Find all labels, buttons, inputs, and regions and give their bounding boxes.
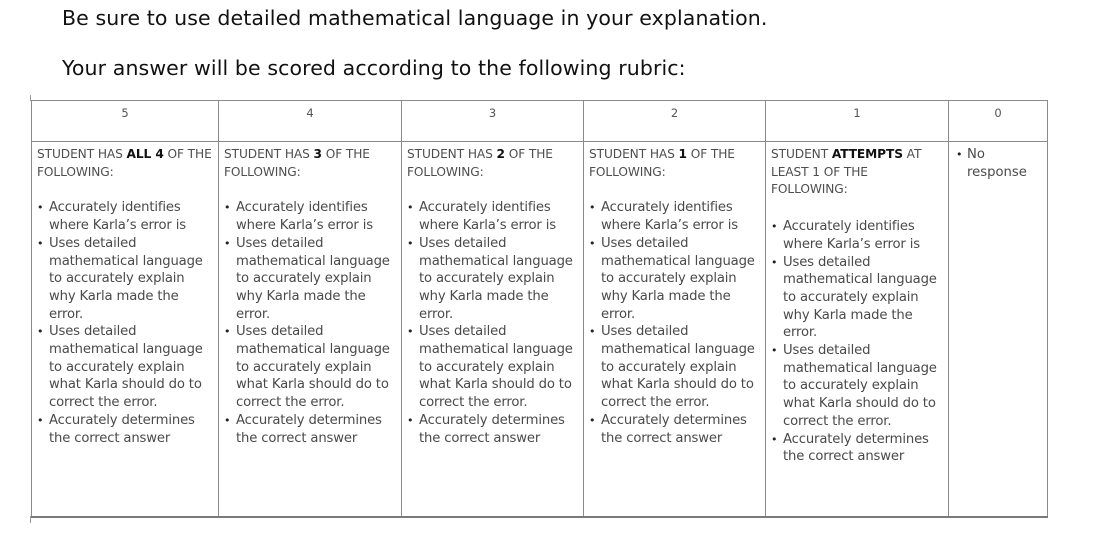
level-3-criteria [407,199,579,447]
criterion-item: • Uses detailed mathematical language to accurately explain why Karla made the error. [589,235,755,322]
bullet-icon: • [37,236,44,250]
level-1-intro: STUDENT ATTEMPTS AT LEAST 1 OF THE FOLLOWING: [771,147,922,197]
criterion-item: • Accurately identifies where Karla’s error is [771,219,920,252]
level-3-cell [402,142,584,517]
criterion-item: • Uses detailed mathematical language to accurately explain what Karla should do to correct the error. [224,324,390,411]
level-4-intro: STUDENT HAS 3 OF THE FOLLOWING: [224,147,370,179]
criterion-item: • Accurately identifies where Karla’s error is [37,200,186,234]
level-2-criteria [589,199,761,447]
criterion-item: • Uses detailed mathematical language to accurately explain why Karla made the error. [37,235,203,322]
bullet-icon: • [589,236,596,250]
criterion-item: • Uses detailed mathematical language to accurately explain why Karla made the error. [771,254,937,341]
bullet-icon: • [37,201,44,215]
bullet-icon: • [407,201,414,215]
score-header-1: 1 [766,101,949,142]
criterion-item: • Uses detailed mathematical language to accurately explain what Karla should do to correct the error. [771,343,937,429]
bullet-icon: • [407,413,414,427]
criterion-item: • Accurately determines the correct answer [589,412,747,446]
level-5-intro: STUDENT HAS ALL 4 OF THE FOLLOWING: [37,147,212,179]
bullet-icon: • [771,344,778,358]
bullet-icon: • [589,201,596,215]
bullet-icon: • [37,413,44,427]
bullet-icon: • [956,148,963,161]
bullet-icon: • [224,201,231,215]
bullet-icon: • [224,236,231,250]
bullet-icon: • [407,325,414,339]
level-1-cell [766,142,949,517]
criterion-item: • Accurately identifies where Karla’s error is [224,200,373,234]
bullet-icon: • [771,432,778,446]
score-header-4: 4 [219,101,402,142]
bullet-icon: • [771,220,778,234]
bullet-icon: • [589,413,596,427]
criterion-item: • Uses detailed mathematical language to accurately explain what Karla should do to correct the error. [407,324,573,411]
bullet-icon: • [224,413,231,427]
table-bottom-tick [30,516,31,523]
criterion-item: • Uses detailed mathematical language to accurately explain why Karla made the error. [224,235,390,322]
level-4-cell [219,142,402,517]
rubric-table [31,100,1048,518]
criterion-item: • Accurately identifies where Karla’s error is [407,200,556,234]
score-header-2: 2 [584,101,766,142]
score-header-row [32,101,1048,142]
criterion-item: • Uses detailed mathematical language to accurately explain what Karla should do to correct the error. [37,324,203,411]
level-2-cell [584,142,766,517]
level-1-criteria [771,218,944,466]
criterion-item: • Accurately determines the correct answer [224,412,382,446]
level-5-cell [32,142,219,517]
criterion-item: • Accurately determines the correct answer [37,412,195,446]
criterion-item: • Accurately identifies where Karla’s error is [589,200,738,234]
criterion-item: • Uses detailed mathematical language to accurately explain why Karla made the error. [407,235,573,322]
score-header-3: 3 [402,101,584,142]
level-0-cell [949,142,1048,517]
bullet-icon: • [224,325,231,339]
level-4-criteria [224,199,397,447]
instruction-rubric: Your answer will be scored according to the following rubric: [62,56,686,80]
level-3-intro: STUDENT HAS 2 OF THE FOLLOWING: [407,147,553,179]
level-5-criteria [37,199,214,447]
score-header-0: 0 [949,101,1048,142]
no-response-item: • No response [956,147,1027,180]
level-2-intro: STUDENT HAS 1 OF THE FOLLOWING: [589,147,735,179]
criterion-item: • Accurately determines the correct answer [407,412,565,446]
criteria-row [32,142,1048,517]
criterion-item: • Accurately determines the correct answer [771,431,929,465]
bullet-icon: • [407,236,414,250]
score-header-5: 5 [32,101,219,142]
instruction-language: Be sure to use detailed mathematical language in your explanation. [62,6,768,30]
criterion-item: • Uses detailed mathematical language to accurately explain what Karla should do to correct the error. [589,324,755,411]
bullet-icon: • [37,325,44,339]
bullet-icon: • [589,325,596,339]
bullet-icon: • [771,255,778,269]
